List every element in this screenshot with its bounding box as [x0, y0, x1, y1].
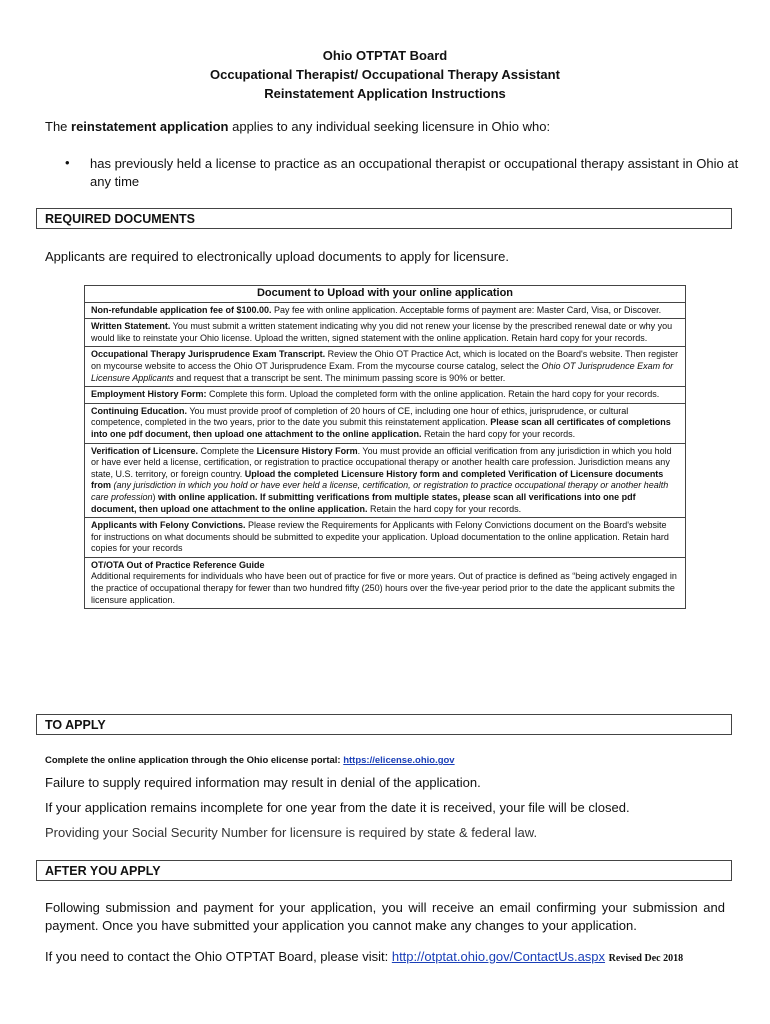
table-row: Occupational Therapy Jurisprudence Exam Transcript. Review the Ohio OT Practice Act, which is located on the Board's website. Then register on mycourse website to access the Ohio OT Jurisprudence Exam. From the mycourse course catalog, select the Ohio OT Jurisprudence Exam for Licensure Applicants and request that a transcript be sent. The minimum passing score is 90% or better.: [85, 347, 686, 387]
bullet-icon: •: [65, 155, 70, 170]
to-apply-heading: TO APPLY: [36, 714, 732, 735]
table-row: Applicants with Felony Convictions. Please review the Requirements for Applicants with Felony Convictions document on the Board's website for instructions on what documents should be submitted to expedite your application. Upload documentation to the online application. Retain hard copies for your records: [85, 518, 686, 558]
required-documents-heading: REQUIRED DOCUMENTS: [36, 208, 732, 229]
table-row: Verification of Licensure. Complete the Licensure History Form. You must provide an official verification from any jurisdiction in which you hold or have ever held a license, certification, or registration to practice occupational therapy or another health care profession. Jurisdiction means any state, U.S. territory, or foreign country. Upload the completed Licensure History form and completed Verification of Licensure documents from (any jurisdiction in which you hold or have ever held a license, certification, or registration to practice occupational therapy or another health care profession) with online application. If submitting verifications from multiple states, please scan all verifications into one pdf document, then upload one attachment to the online application. Retain the hard copy for your records.: [85, 443, 686, 518]
document-title: Occupational Therapist/ Occupational Therapy Assistant: [210, 67, 560, 82]
revision-date: Revised Dec 2018: [608, 953, 684, 964]
intro-paragraph: The reinstatement application applies to any individual seeking licensure in Ohio who:: [45, 119, 551, 134]
portal-instruction: Complete the online application through the Ohio elicense portal: https://elicense.ohio.gov: [45, 755, 455, 766]
incomplete-note: If your application remains incomplete for one year from the date it is received, your file will be closed.: [45, 800, 630, 815]
document-subtitle: Reinstatement Application Instructions: [264, 86, 506, 101]
table-header: Document to Upload with your online application: [85, 286, 686, 303]
table-row: Non-refundable application fee of $100.00. Pay fee with online application. Acceptable forms of payment are: Master Card, Visa, or Discover.: [85, 302, 686, 319]
required-intro: Applicants are required to electronically upload documents to apply for licensure.: [45, 249, 509, 264]
after-apply-paragraph: Following submission and payment for your application, you will receive an email confirming your submission and payment. Once you have submitted your application you cannot make any changes to your application.: [45, 900, 725, 933]
board-title: Ohio OTPTAT Board: [322, 48, 448, 63]
table-row: Written Statement. You must submit a written statement indicating why you did not renew your license by the prescribed renewal date or why you would like to reinstate your Ohio license. Upload the written, signed statement with the online application. Retain hard copy for your records.: [85, 319, 686, 347]
contact-link[interactable]: http://otptat.ohio.gov/ContactUs.aspx: [391, 949, 606, 964]
ssn-note: Providing your Social Security Number for licensure is required by state & federal law.: [45, 825, 538, 840]
table-row: Employment History Form: Complete this form. Upload the completed form with the online application. Retain the hard copy for your records.: [85, 387, 686, 404]
contact-line: If you need to contact the Ohio OTPTAT Board, please visit: http://otptat.ohio.gov/ContactUs.aspx Revised Dec 2018: [45, 949, 684, 964]
elicense-link[interactable]: https://elicense.ohio.gov: [343, 755, 455, 766]
documents-table: [84, 285, 686, 609]
table-row: Continuing Education. You must provide proof of completion of 20 hours of CE, including one hour of ethics, jurisprudence, or cultural competence, completed in the two years, prior to the date you submit this reinstatement application. Please scan all certificates of completions into one pdf document, then upload one attachment to the online application. Retain the hard copy for your records.: [85, 403, 686, 443]
table-row: OT/OTA Out of Practice Reference Guide Additional requirements for individuals who have been out of practice for five or more years. Out of practice is defined as “being actively engaged in the practice of occupational therapy for fewer than two hundred fifty (250) hours over the five-year period prior to the date the applicant submits the licensure application.: [85, 557, 686, 608]
bullet-text: has previously held a license to practice as an occupational therapist or occupational therapy assistant in Ohio at any time: [90, 156, 739, 189]
after-you-apply-heading: AFTER YOU APPLY: [36, 860, 732, 881]
failure-note: Failure to supply required information may result in denial of the application.: [45, 775, 481, 790]
